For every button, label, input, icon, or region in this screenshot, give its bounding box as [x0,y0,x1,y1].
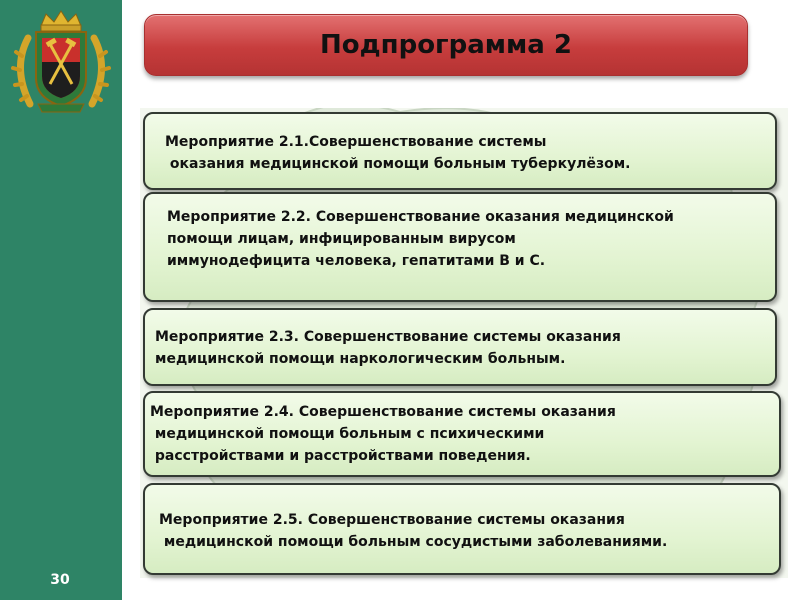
measure-card-2-1 [143,112,777,190]
coat-of-arms-icon [8,8,114,120]
measure-card-2-2 [143,192,777,302]
measure-text: Мероприятие 2.2. Совершенствование оказания медицинской помощи лицам, инфицированным вирусом иммунодефицита человека, гепатитами В и С. [167,209,674,269]
measure-text: Мероприятие 2.5. Совершенствование системы оказания медицинской помощи больным сосудистыми заболеваниями. [159,512,668,550]
measure-card-2-5 [143,483,781,575]
measure-text: Мероприятие 2.1.Совершенствование системы оказания медицинской помощи больным туберкулёзом. [165,134,631,172]
left-sidebar [0,0,122,600]
measure-card-2-3 [143,308,777,386]
slide-title: Подпрограмма 2 [320,30,572,60]
measure-card-2-4 [143,391,781,477]
measure-text: Мероприятие 2.4. Совершенствование системы оказания медицинской помощи больным с психическими расстройствами и расстройствами поведения. [150,404,616,464]
slide-number: 30 [50,572,70,588]
measure-text: Мероприятие 2.3. Совершенствование системы оказания медицинской помощи наркологическим больным. [155,329,621,367]
slide-title-bar [144,14,748,76]
